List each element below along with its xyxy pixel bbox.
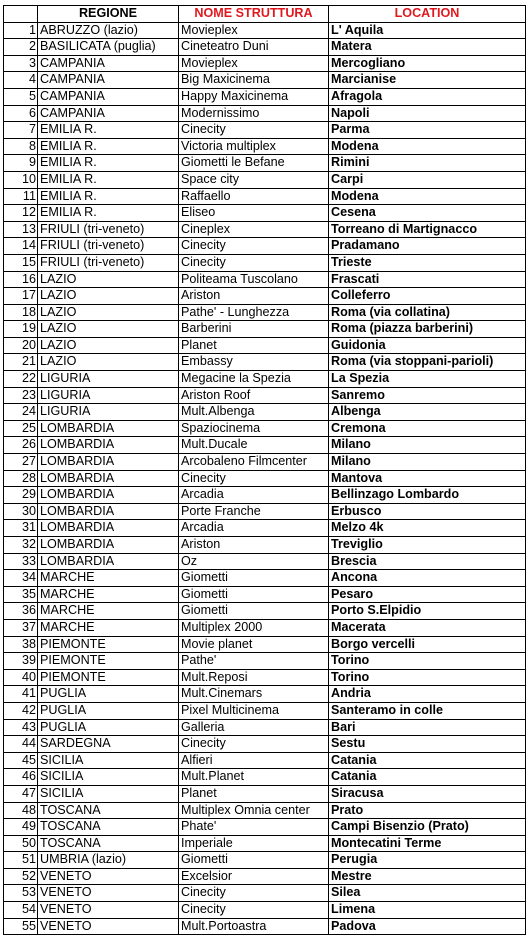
struttura-cell: Pathe' - Lunghezza bbox=[179, 304, 329, 321]
regione-cell: LOMBARDIA bbox=[38, 437, 179, 454]
row-number: 14 bbox=[4, 238, 38, 255]
regione-cell: CAMPANIA bbox=[38, 55, 179, 72]
row-number: 11 bbox=[4, 188, 38, 205]
location-cell: Sestu bbox=[329, 736, 526, 753]
table-row bbox=[4, 221, 526, 238]
table-row bbox=[4, 122, 526, 139]
row-number: 52 bbox=[4, 868, 38, 885]
table-row bbox=[4, 138, 526, 155]
location-cell: Roma (piazza barberini) bbox=[329, 321, 526, 338]
row-number: 17 bbox=[4, 288, 38, 305]
struttura-cell: Cinecity bbox=[179, 902, 329, 919]
location-cell: Padova bbox=[329, 918, 526, 935]
regione-cell: LOMBARDIA bbox=[38, 537, 179, 554]
regione-cell: LIGURIA bbox=[38, 371, 179, 388]
regione-cell: PUGLIA bbox=[38, 686, 179, 703]
header-regione: REGIONE bbox=[38, 6, 179, 23]
regione-cell: PUGLIA bbox=[38, 719, 179, 736]
regione-cell: EMILIA R. bbox=[38, 122, 179, 139]
row-number: 31 bbox=[4, 520, 38, 537]
regione-cell: LOMBARDIA bbox=[38, 520, 179, 537]
struttura-cell: Mult.Portoastra bbox=[179, 918, 329, 935]
table-row bbox=[4, 470, 526, 487]
location-cell: Erbusco bbox=[329, 503, 526, 520]
regione-cell: PIEMONTE bbox=[38, 669, 179, 686]
table-body bbox=[4, 22, 526, 935]
table-row bbox=[4, 819, 526, 836]
header-row bbox=[4, 6, 526, 23]
table-row bbox=[4, 39, 526, 56]
location-cell: Afragola bbox=[329, 88, 526, 105]
location-cell: Santeramo in colle bbox=[329, 702, 526, 719]
table-row bbox=[4, 553, 526, 570]
location-cell: Modena bbox=[329, 188, 526, 205]
table-row bbox=[4, 72, 526, 89]
location-cell: Modena bbox=[329, 138, 526, 155]
row-number: 28 bbox=[4, 470, 38, 487]
table-row bbox=[4, 902, 526, 919]
regione-cell: LOMBARDIA bbox=[38, 454, 179, 471]
row-number: 35 bbox=[4, 586, 38, 603]
row-number: 30 bbox=[4, 503, 38, 520]
location-cell: Porto S.Elpidio bbox=[329, 603, 526, 620]
location-cell: Torreano di Martignacco bbox=[329, 221, 526, 238]
table-row bbox=[4, 437, 526, 454]
location-cell: Guidonia bbox=[329, 337, 526, 354]
location-cell: La Spezia bbox=[329, 371, 526, 388]
row-number: 27 bbox=[4, 454, 38, 471]
row-number: 12 bbox=[4, 205, 38, 222]
struttura-cell: Cinecity bbox=[179, 736, 329, 753]
location-cell: Cesena bbox=[329, 205, 526, 222]
struttura-cell: Giometti bbox=[179, 603, 329, 620]
struttura-cell: Mult.Cinemars bbox=[179, 686, 329, 703]
table-row bbox=[4, 802, 526, 819]
regione-cell: VENETO bbox=[38, 868, 179, 885]
table-row bbox=[4, 288, 526, 305]
row-number: 38 bbox=[4, 636, 38, 653]
row-number: 9 bbox=[4, 155, 38, 172]
regione-cell: LAZIO bbox=[38, 288, 179, 305]
regione-cell: TOSCANA bbox=[38, 835, 179, 852]
location-cell: Matera bbox=[329, 39, 526, 56]
location-cell: L' Aquila bbox=[329, 22, 526, 39]
table-row bbox=[4, 885, 526, 902]
regione-cell: LAZIO bbox=[38, 337, 179, 354]
row-number: 50 bbox=[4, 835, 38, 852]
row-number: 40 bbox=[4, 669, 38, 686]
regione-cell: FRIULI (tri-veneto) bbox=[38, 254, 179, 271]
location-cell: Rimini bbox=[329, 155, 526, 172]
location-cell: Campi Bisenzio (Prato) bbox=[329, 819, 526, 836]
row-number: 16 bbox=[4, 271, 38, 288]
struttura-cell: Movieplex bbox=[179, 22, 329, 39]
row-number: 22 bbox=[4, 371, 38, 388]
row-number: 3 bbox=[4, 55, 38, 72]
struttura-cell: Space city bbox=[179, 171, 329, 188]
struttura-cell: Spaziocinema bbox=[179, 420, 329, 437]
struttura-cell: Big Maxicinema bbox=[179, 72, 329, 89]
regione-cell: MARCHE bbox=[38, 570, 179, 587]
table-row bbox=[4, 254, 526, 271]
table-row bbox=[4, 537, 526, 554]
regione-cell: EMILIA R. bbox=[38, 188, 179, 205]
regione-cell: CAMPANIA bbox=[38, 105, 179, 122]
row-number: 4 bbox=[4, 72, 38, 89]
location-cell: Torino bbox=[329, 653, 526, 670]
location-cell: Treviglio bbox=[329, 537, 526, 554]
location-cell: Napoli bbox=[329, 105, 526, 122]
struttura-cell: Victoria multiplex bbox=[179, 138, 329, 155]
struttura-cell: Embassy bbox=[179, 354, 329, 371]
row-number: 20 bbox=[4, 337, 38, 354]
struttura-cell: Excelsior bbox=[179, 868, 329, 885]
location-cell: Bellinzago Lombardo bbox=[329, 487, 526, 504]
row-number: 1 bbox=[4, 22, 38, 39]
location-cell: Andria bbox=[329, 686, 526, 703]
regione-cell: VENETO bbox=[38, 918, 179, 935]
location-cell: Milano bbox=[329, 454, 526, 471]
struttura-cell: Multiplex Omnia center bbox=[179, 802, 329, 819]
regione-cell: LAZIO bbox=[38, 321, 179, 338]
row-number: 43 bbox=[4, 719, 38, 736]
table-row bbox=[4, 371, 526, 388]
regione-cell: SICILIA bbox=[38, 769, 179, 786]
struttura-cell: Arcadia bbox=[179, 520, 329, 537]
regione-cell: LAZIO bbox=[38, 354, 179, 371]
struttura-cell: Planet bbox=[179, 337, 329, 354]
table-row bbox=[4, 171, 526, 188]
table-row bbox=[4, 619, 526, 636]
table-row bbox=[4, 503, 526, 520]
location-cell: Torino bbox=[329, 669, 526, 686]
row-number: 37 bbox=[4, 619, 38, 636]
regione-cell: FRIULI (tri-veneto) bbox=[38, 221, 179, 238]
regione-cell: CAMPANIA bbox=[38, 72, 179, 89]
regione-cell: EMILIA R. bbox=[38, 205, 179, 222]
regione-cell: FRIULI (tri-veneto) bbox=[38, 238, 179, 255]
table-row bbox=[4, 387, 526, 404]
location-cell: Prato bbox=[329, 802, 526, 819]
table-row bbox=[4, 337, 526, 354]
location-cell: Catania bbox=[329, 769, 526, 786]
table-row bbox=[4, 669, 526, 686]
cinema-table bbox=[3, 5, 526, 935]
table-row bbox=[4, 603, 526, 620]
row-number: 29 bbox=[4, 487, 38, 504]
struttura-cell: Mult.Albenga bbox=[179, 404, 329, 421]
regione-cell: TOSCANA bbox=[38, 802, 179, 819]
struttura-cell: Galleria bbox=[179, 719, 329, 736]
table-row bbox=[4, 487, 526, 504]
struttura-cell: Imperiale bbox=[179, 835, 329, 852]
struttura-cell: Giometti le Befane bbox=[179, 155, 329, 172]
regione-cell: SICILIA bbox=[38, 785, 179, 802]
row-number: 23 bbox=[4, 387, 38, 404]
row-number: 7 bbox=[4, 122, 38, 139]
location-cell: Roma (via collatina) bbox=[329, 304, 526, 321]
location-cell: Marcianise bbox=[329, 72, 526, 89]
row-number: 48 bbox=[4, 802, 38, 819]
table-row bbox=[4, 520, 526, 537]
regione-cell: LAZIO bbox=[38, 304, 179, 321]
table-row bbox=[4, 205, 526, 222]
struttura-cell: Mult.Planet bbox=[179, 769, 329, 786]
table-row bbox=[4, 271, 526, 288]
regione-cell: EMILIA R. bbox=[38, 138, 179, 155]
location-cell: Limena bbox=[329, 902, 526, 919]
row-number: 21 bbox=[4, 354, 38, 371]
location-cell: Frascati bbox=[329, 271, 526, 288]
struttura-cell: Cinecity bbox=[179, 238, 329, 255]
regione-cell: UMBRIA (lazio) bbox=[38, 852, 179, 869]
table-row bbox=[4, 769, 526, 786]
row-number: 46 bbox=[4, 769, 38, 786]
location-cell: Perugia bbox=[329, 852, 526, 869]
row-number: 44 bbox=[4, 736, 38, 753]
location-cell: Borgo vercelli bbox=[329, 636, 526, 653]
table-row bbox=[4, 702, 526, 719]
table-row bbox=[4, 188, 526, 205]
location-cell: Pesaro bbox=[329, 586, 526, 603]
table-row bbox=[4, 105, 526, 122]
regione-cell: SICILIA bbox=[38, 752, 179, 769]
table-row bbox=[4, 835, 526, 852]
table-row bbox=[4, 868, 526, 885]
regione-cell: LIGURIA bbox=[38, 387, 179, 404]
struttura-cell: Megacine la Spezia bbox=[179, 371, 329, 388]
regione-cell: LOMBARDIA bbox=[38, 420, 179, 437]
location-cell: Melzo 4k bbox=[329, 520, 526, 537]
location-cell: Mestre bbox=[329, 868, 526, 885]
regione-cell: PIEMONTE bbox=[38, 636, 179, 653]
regione-cell: SARDEGNA bbox=[38, 736, 179, 753]
struttura-cell: Cinecity bbox=[179, 122, 329, 139]
location-cell: Brescia bbox=[329, 553, 526, 570]
struttura-cell: Oz bbox=[179, 553, 329, 570]
regione-cell: BASILICATA (puglia) bbox=[38, 39, 179, 56]
table-row bbox=[4, 852, 526, 869]
regione-cell: LIGURIA bbox=[38, 404, 179, 421]
regione-cell: MARCHE bbox=[38, 603, 179, 620]
struttura-cell: Movieplex bbox=[179, 55, 329, 72]
regione-cell: LOMBARDIA bbox=[38, 553, 179, 570]
table-row bbox=[4, 736, 526, 753]
regione-cell: VENETO bbox=[38, 902, 179, 919]
row-number: 55 bbox=[4, 918, 38, 935]
table-row bbox=[4, 55, 526, 72]
row-number: 39 bbox=[4, 653, 38, 670]
row-number: 36 bbox=[4, 603, 38, 620]
row-number: 33 bbox=[4, 553, 38, 570]
table-row bbox=[4, 918, 526, 935]
row-number: 15 bbox=[4, 254, 38, 271]
row-number: 54 bbox=[4, 902, 38, 919]
table-row bbox=[4, 321, 526, 338]
regione-cell: ABRUZZO (lazio) bbox=[38, 22, 179, 39]
struttura-cell: Porte Franche bbox=[179, 503, 329, 520]
row-number: 5 bbox=[4, 88, 38, 105]
regione-cell: PIEMONTE bbox=[38, 653, 179, 670]
struttura-cell: Cinecity bbox=[179, 254, 329, 271]
table-row bbox=[4, 304, 526, 321]
struttura-cell: Planet bbox=[179, 785, 329, 802]
regione-cell: EMILIA R. bbox=[38, 155, 179, 172]
header-num bbox=[4, 6, 38, 23]
row-number: 10 bbox=[4, 171, 38, 188]
table-row bbox=[4, 752, 526, 769]
location-cell: Cremona bbox=[329, 420, 526, 437]
struttura-cell: Mult.Reposi bbox=[179, 669, 329, 686]
struttura-cell: Giometti bbox=[179, 586, 329, 603]
table-row bbox=[4, 22, 526, 39]
regione-cell: LOMBARDIA bbox=[38, 487, 179, 504]
row-number: 18 bbox=[4, 304, 38, 321]
regione-cell: MARCHE bbox=[38, 619, 179, 636]
row-number: 49 bbox=[4, 819, 38, 836]
table-row bbox=[4, 454, 526, 471]
location-cell: Parma bbox=[329, 122, 526, 139]
location-cell: Sanremo bbox=[329, 387, 526, 404]
table-row bbox=[4, 420, 526, 437]
struttura-cell: Cinecity bbox=[179, 885, 329, 902]
table-row bbox=[4, 404, 526, 421]
table-row bbox=[4, 155, 526, 172]
table-row bbox=[4, 719, 526, 736]
location-cell: Ancona bbox=[329, 570, 526, 587]
regione-cell: LAZIO bbox=[38, 271, 179, 288]
struttura-cell: Cineplex bbox=[179, 221, 329, 238]
location-cell: Silea bbox=[329, 885, 526, 902]
location-cell: Albenga bbox=[329, 404, 526, 421]
table-row bbox=[4, 88, 526, 105]
struttura-cell: Arcobaleno Filmcenter bbox=[179, 454, 329, 471]
regione-cell: TOSCANA bbox=[38, 819, 179, 836]
struttura-cell: Raffaello bbox=[179, 188, 329, 205]
struttura-cell: Ariston Roof bbox=[179, 387, 329, 404]
header-nome-struttura: NOME STRUTTURA bbox=[179, 6, 329, 23]
struttura-cell: Ariston bbox=[179, 288, 329, 305]
row-number: 42 bbox=[4, 702, 38, 719]
row-number: 24 bbox=[4, 404, 38, 421]
row-number: 8 bbox=[4, 138, 38, 155]
struttura-cell: Giometti bbox=[179, 570, 329, 587]
row-number: 19 bbox=[4, 321, 38, 338]
regione-cell: MARCHE bbox=[38, 586, 179, 603]
row-number: 47 bbox=[4, 785, 38, 802]
table-row bbox=[4, 238, 526, 255]
location-cell: Milano bbox=[329, 437, 526, 454]
location-cell: Montecatini Terme bbox=[329, 835, 526, 852]
location-cell: Mercogliano bbox=[329, 55, 526, 72]
struttura-cell: Cineteatro Duni bbox=[179, 39, 329, 56]
struttura-cell: Arcadia bbox=[179, 487, 329, 504]
location-cell: Carpi bbox=[329, 171, 526, 188]
struttura-cell: Phate' bbox=[179, 819, 329, 836]
row-number: 26 bbox=[4, 437, 38, 454]
location-cell: Colleferro bbox=[329, 288, 526, 305]
struttura-cell: Giometti bbox=[179, 852, 329, 869]
location-cell: Roma (via stoppani-parioli) bbox=[329, 354, 526, 371]
location-cell: Siracusa bbox=[329, 785, 526, 802]
row-number: 53 bbox=[4, 885, 38, 902]
regione-cell: PUGLIA bbox=[38, 702, 179, 719]
row-number: 51 bbox=[4, 852, 38, 869]
table-row bbox=[4, 653, 526, 670]
struttura-cell: Eliseo bbox=[179, 205, 329, 222]
row-number: 45 bbox=[4, 752, 38, 769]
struttura-cell: Ariston bbox=[179, 537, 329, 554]
regione-cell: LOMBARDIA bbox=[38, 470, 179, 487]
location-cell: Mantova bbox=[329, 470, 526, 487]
struttura-cell: Happy Maxicinema bbox=[179, 88, 329, 105]
regione-cell: EMILIA R. bbox=[38, 171, 179, 188]
table-row bbox=[4, 636, 526, 653]
struttura-cell: Modernissimo bbox=[179, 105, 329, 122]
struttura-cell: Pixel Multicinema bbox=[179, 702, 329, 719]
row-number: 6 bbox=[4, 105, 38, 122]
table-row bbox=[4, 570, 526, 587]
regione-cell: LOMBARDIA bbox=[38, 503, 179, 520]
struttura-cell: Alfieri bbox=[179, 752, 329, 769]
row-number: 2 bbox=[4, 39, 38, 56]
struttura-cell: Movie planet bbox=[179, 636, 329, 653]
row-number: 25 bbox=[4, 420, 38, 437]
struttura-cell: Politeama Tuscolano bbox=[179, 271, 329, 288]
table-row bbox=[4, 785, 526, 802]
location-cell: Catania bbox=[329, 752, 526, 769]
row-number: 34 bbox=[4, 570, 38, 587]
struttura-cell: Multiplex 2000 bbox=[179, 619, 329, 636]
struttura-cell: Cinecity bbox=[179, 470, 329, 487]
header-location: LOCATION bbox=[329, 6, 526, 23]
table-row bbox=[4, 586, 526, 603]
location-cell: Bari bbox=[329, 719, 526, 736]
regione-cell: CAMPANIA bbox=[38, 88, 179, 105]
regione-cell: VENETO bbox=[38, 885, 179, 902]
table-row bbox=[4, 686, 526, 703]
struttura-cell: Barberini bbox=[179, 321, 329, 338]
row-number: 32 bbox=[4, 537, 38, 554]
location-cell: Macerata bbox=[329, 619, 526, 636]
location-cell: Pradamano bbox=[329, 238, 526, 255]
struttura-cell: Mult.Ducale bbox=[179, 437, 329, 454]
location-cell: Trieste bbox=[329, 254, 526, 271]
row-number: 41 bbox=[4, 686, 38, 703]
table-row bbox=[4, 354, 526, 371]
row-number: 13 bbox=[4, 221, 38, 238]
struttura-cell: Pathe' bbox=[179, 653, 329, 670]
